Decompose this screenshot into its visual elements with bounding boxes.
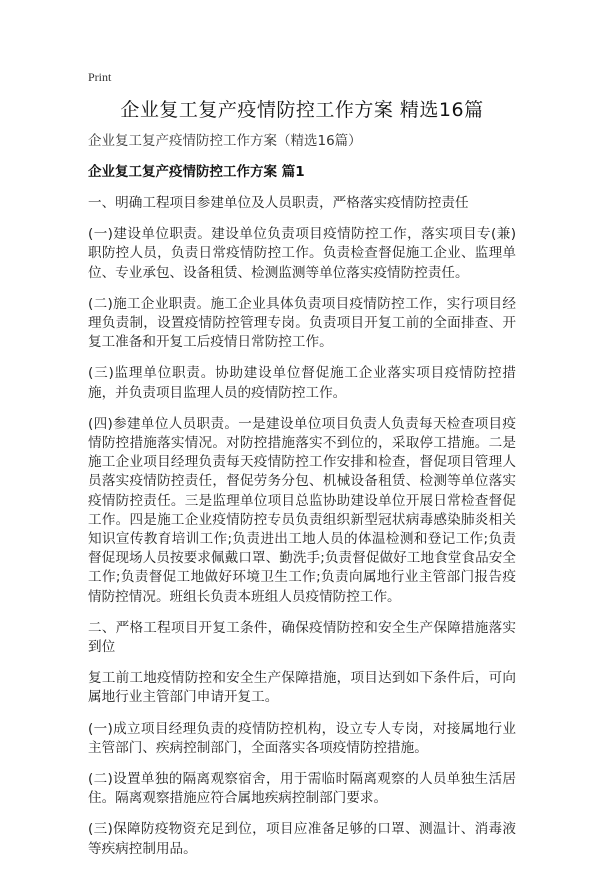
- heading-section-two: 二、严格工程项目开复工条件，确保疫情防控和安全生产保障措施落实到位: [88, 619, 516, 656]
- section-heading: 企业复工复产疫情防控工作方案 篇1: [88, 164, 305, 180]
- document-subtitle: 企业复工复产疫情防控工作方案（精选16篇）: [88, 133, 362, 149]
- paragraph-resumption-conditions: 复工前工地疫情防控和安全生产保障措施，项目达到如下条件后，可向属地行业主管部门申请开复工。: [88, 670, 516, 706]
- paragraph-prevention-agency: (一)成立项目经理负责的疫情防控机构，设立专人专岗，对接属地行业主管部门、疾病控制部门，全面落实各项疫情防控措施。: [88, 720, 516, 756]
- paragraph-isolation-dorm: (二)设置单独的隔离观察宿舍，用于需临时隔离观察的人员单独生活居住。隔离观察措施应符合属地疾病控制部门要求。: [88, 771, 516, 807]
- document-title: 企业复工复产疫情防控工作方案 精选16篇: [120, 99, 484, 121]
- document-page: [88, 70, 516, 871]
- paragraph-supervision-unit: (三)监理单位职责。协助建设单位督促施工企业落实项目疫情防控措施，并负责项目监理人员的疫情防控工作。: [88, 365, 516, 401]
- heading-section-one: 一、明确工程项目参建单位及人员职责，严格落实疫情防控责任: [88, 195, 469, 211]
- print-label: Print: [88, 70, 112, 84]
- paragraph-contractor: (二)施工企业职责。施工企业具体负责项目疫情防控工作，实行项目经理负责制，设置疫情防控管理专岗。负责项目开复工前的全面排查、开复工准备和开复工后疫情日常防控工作。: [88, 295, 516, 351]
- paragraph-construction-unit: (一)建设单位职责。建设单位负责项目疫情防控工作，落实项目专(兼)职防控人员，负责日常疫情防控工作。负责检查督促施工企业、监理单位、专业承包、设备租赁、检测监测等单位落实疫情防控责任。: [88, 226, 516, 281]
- paragraph-personnel-duties: (四)参建单位人员职责。一是建设单位项目负责人负责每天检查项目疫情防控措施落实情况。对防控措施落实不到位的，采取停工措施。二是施工企业项目经理负责每天疫情防控工作安排和检查，督促项目管理人员落实疫情防控责任，督促劳务分包、机械设备租赁、检测等单位落实疫情防控责任。三是监理单位项目总监协助建设单位开展日常检查督促工作。四是施工企业疫情防控专员负责组织新型冠状病毒感染肺炎相关知识宣传教育培训工作;负责进出工地人员的体温检测和登记工作;负责督促现场人员按要求佩戴口罩、勤洗手;负责督促做好工地食堂食品安全工作;负责督促工地做好环境卫生工作;负责向属地行业主管部门报告疫情防控情况。班组长负责本班组人员疫情防控工作。: [88, 415, 516, 605]
- paragraph-supplies: (三)保障防疫物资充足到位，项目应准备足够的口罩、测温计、消毒液等疾病控制用品。: [88, 821, 516, 857]
